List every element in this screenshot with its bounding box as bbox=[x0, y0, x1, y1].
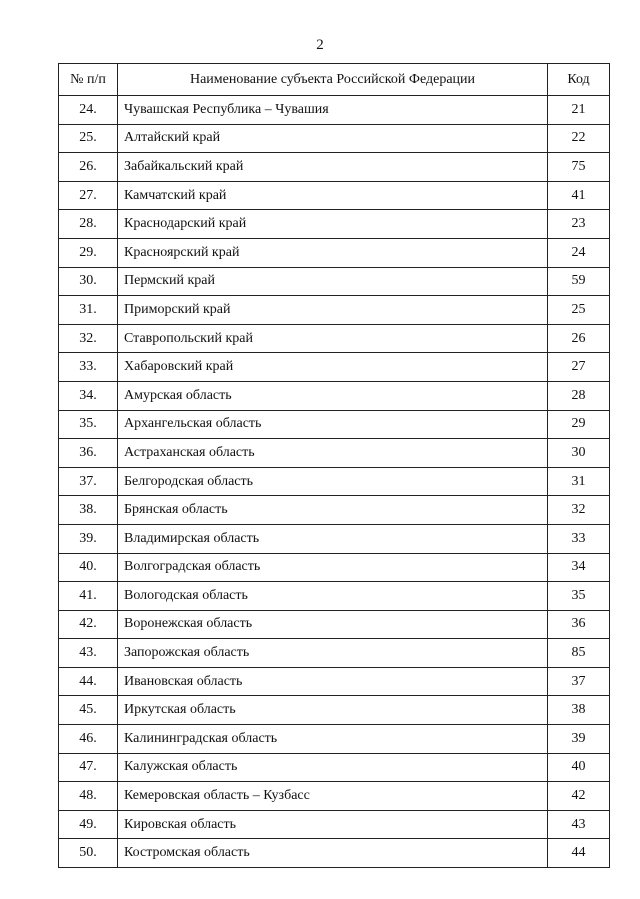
table-row bbox=[59, 839, 610, 868]
row-code: 30 bbox=[548, 439, 610, 468]
row-code: 27 bbox=[548, 353, 610, 382]
row-subject-name: Запорожская область bbox=[118, 639, 548, 668]
row-subject-name: Ставропольский край bbox=[118, 324, 548, 353]
row-code: 75 bbox=[548, 153, 610, 182]
row-subject-name: Белгородская область bbox=[118, 467, 548, 496]
table-row bbox=[59, 496, 610, 525]
row-number: 30. bbox=[59, 267, 118, 296]
row-subject-name: Вологодская область bbox=[118, 582, 548, 611]
row-number: 46. bbox=[59, 725, 118, 754]
row-code: 26 bbox=[548, 324, 610, 353]
row-number: 40. bbox=[59, 553, 118, 582]
table-row bbox=[59, 439, 610, 468]
row-subject-name: Краснодарский край bbox=[118, 210, 548, 239]
row-code: 38 bbox=[548, 696, 610, 725]
row-subject-name: Волгоградская область bbox=[118, 553, 548, 582]
row-code: 41 bbox=[548, 181, 610, 210]
row-subject-name: Забайкальский край bbox=[118, 153, 548, 182]
row-code: 22 bbox=[548, 124, 610, 153]
row-subject-name: Иркутская область bbox=[118, 696, 548, 725]
table-row bbox=[59, 639, 610, 668]
row-number: 24. bbox=[59, 96, 118, 125]
header-number: № п/п bbox=[59, 64, 118, 96]
table-row bbox=[59, 782, 610, 811]
row-code: 37 bbox=[548, 667, 610, 696]
row-code: 43 bbox=[548, 810, 610, 839]
page-number: 2 bbox=[316, 37, 324, 53]
row-number: 38. bbox=[59, 496, 118, 525]
row-code: 59 bbox=[548, 267, 610, 296]
row-number: 27. bbox=[59, 181, 118, 210]
row-subject-name: Владимирская область bbox=[118, 524, 548, 553]
row-number: 48. bbox=[59, 782, 118, 811]
row-number: 37. bbox=[59, 467, 118, 496]
row-code: 39 bbox=[548, 725, 610, 754]
row-number: 29. bbox=[59, 238, 118, 267]
row-code: 31 bbox=[548, 467, 610, 496]
table-row bbox=[59, 210, 610, 239]
row-subject-name: Красноярский край bbox=[118, 238, 548, 267]
row-number: 33. bbox=[59, 353, 118, 382]
table-row bbox=[59, 267, 610, 296]
table-row bbox=[59, 96, 610, 125]
row-number: 49. bbox=[59, 810, 118, 839]
table-row bbox=[59, 467, 610, 496]
row-number: 50. bbox=[59, 839, 118, 868]
table-row bbox=[59, 381, 610, 410]
row-subject-name: Кировская область bbox=[118, 810, 548, 839]
row-subject-name: Чувашская Республика – Чувашия bbox=[118, 96, 548, 125]
table-row bbox=[59, 353, 610, 382]
row-number: 31. bbox=[59, 296, 118, 325]
row-number: 43. bbox=[59, 639, 118, 668]
table-row bbox=[59, 410, 610, 439]
table-body bbox=[59, 96, 610, 868]
row-subject-name: Астраханская область bbox=[118, 439, 548, 468]
row-code: 40 bbox=[548, 753, 610, 782]
header-subject-name: Наименование субъекта Российской Федерации bbox=[118, 64, 548, 96]
row-subject-name: Калужская область bbox=[118, 753, 548, 782]
row-subject-name: Камчатский край bbox=[118, 181, 548, 210]
row-subject-name: Амурская область bbox=[118, 381, 548, 410]
row-subject-name: Калининградская область bbox=[118, 725, 548, 754]
row-code: 36 bbox=[548, 610, 610, 639]
row-subject-name: Пермский край bbox=[118, 267, 548, 296]
row-code: 25 bbox=[548, 296, 610, 325]
row-code: 34 bbox=[548, 553, 610, 582]
row-number: 42. bbox=[59, 610, 118, 639]
row-number: 32. bbox=[59, 324, 118, 353]
row-code: 24 bbox=[548, 238, 610, 267]
row-subject-name: Архангельская область bbox=[118, 410, 548, 439]
row-code: 28 bbox=[548, 381, 610, 410]
row-number: 25. bbox=[59, 124, 118, 153]
row-subject-name: Алтайский край bbox=[118, 124, 548, 153]
row-number: 45. bbox=[59, 696, 118, 725]
row-number: 41. bbox=[59, 582, 118, 611]
row-number: 28. bbox=[59, 210, 118, 239]
table-row bbox=[59, 181, 610, 210]
row-number: 44. bbox=[59, 667, 118, 696]
row-subject-name: Костромская область bbox=[118, 839, 548, 868]
table-row bbox=[59, 324, 610, 353]
subjects-table bbox=[58, 63, 610, 868]
row-subject-name: Кемеровская область – Кузбасс bbox=[118, 782, 548, 811]
row-code: 29 bbox=[548, 410, 610, 439]
row-code: 32 bbox=[548, 496, 610, 525]
header-code: Код bbox=[548, 64, 610, 96]
table-row bbox=[59, 725, 610, 754]
table-row bbox=[59, 753, 610, 782]
table-row bbox=[59, 553, 610, 582]
row-code: 42 bbox=[548, 782, 610, 811]
table-row bbox=[59, 296, 610, 325]
row-subject-name: Приморский край bbox=[118, 296, 548, 325]
row-subject-name: Воронежская область bbox=[118, 610, 548, 639]
table-row bbox=[59, 696, 610, 725]
row-code: 21 bbox=[548, 96, 610, 125]
row-code: 35 bbox=[548, 582, 610, 611]
row-number: 47. bbox=[59, 753, 118, 782]
row-code: 23 bbox=[548, 210, 610, 239]
table-row bbox=[59, 610, 610, 639]
row-subject-name: Брянская область bbox=[118, 496, 548, 525]
row-number: 36. bbox=[59, 439, 118, 468]
row-subject-name: Ивановская область bbox=[118, 667, 548, 696]
row-subject-name: Хабаровский край bbox=[118, 353, 548, 382]
row-number: 26. bbox=[59, 153, 118, 182]
table-row bbox=[59, 667, 610, 696]
table-row bbox=[59, 153, 610, 182]
table-row bbox=[59, 582, 610, 611]
table-row bbox=[59, 810, 610, 839]
row-code: 44 bbox=[548, 839, 610, 868]
row-code: 85 bbox=[548, 639, 610, 668]
table-row bbox=[59, 124, 610, 153]
row-number: 34. bbox=[59, 381, 118, 410]
row-number: 35. bbox=[59, 410, 118, 439]
row-code: 33 bbox=[548, 524, 610, 553]
table-row bbox=[59, 524, 610, 553]
table-header-row bbox=[59, 64, 610, 96]
row-number: 39. bbox=[59, 524, 118, 553]
table-row bbox=[59, 238, 610, 267]
